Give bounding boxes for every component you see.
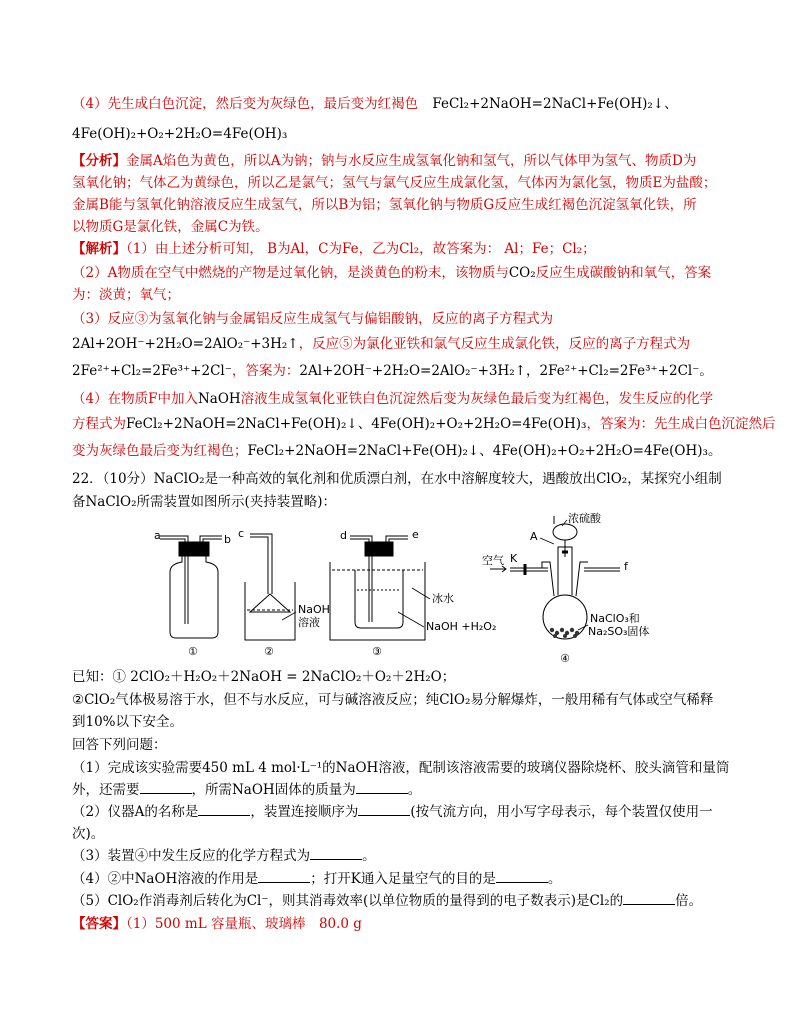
q2-text-c: (按气流方向，用小写字母表示，每个装置仅使用一 bbox=[410, 804, 713, 820]
explain-text-7a: （4）在物质F中加入 bbox=[72, 391, 198, 407]
explain-text-9a: 变为灰绿色最后变为红褐色； bbox=[72, 443, 248, 459]
explain-line8 bbox=[72, 413, 775, 435]
label-f: f bbox=[624, 560, 628, 573]
explain-line1 bbox=[72, 238, 596, 260]
answer-text: （1）500 mL 容量瓶、玻璃棒 80.0 g bbox=[126, 916, 362, 932]
co2-formula: CO₂ bbox=[508, 265, 536, 281]
blank-2b[interactable] bbox=[358, 801, 410, 816]
explain-line3: 为：淡黄；氧气； bbox=[72, 287, 180, 303]
q1-text-d: 。 bbox=[407, 782, 422, 798]
blank-2a[interactable] bbox=[198, 801, 250, 816]
explain-text-5b: ，反应⑤为氯化亚铁和氯气反应生成氯化铁，反应的离子方程式为 bbox=[298, 336, 691, 352]
blank-5[interactable] bbox=[623, 890, 675, 905]
question-1-line2 bbox=[72, 779, 421, 801]
answer-tag: 【答案】 bbox=[72, 916, 126, 932]
q1-text-c: ，所需NaOH固体的质量为 bbox=[191, 782, 356, 798]
q5-text-a: （5）ClO₂作消毒剂后转化为Cl⁻，则其消毒效率(以单位物质的量得到的电子数表示)是Cl₂的 bbox=[72, 893, 624, 909]
explain-line5 bbox=[72, 333, 690, 355]
label-K: K bbox=[510, 552, 518, 565]
q22-line2: 备NaClO₂所需装置如图所示(夹持装置略)： bbox=[72, 494, 337, 510]
answer-4-line2: 4Fe(OH)₂+O₂+2H₂O=4Fe(OH)₃ bbox=[72, 126, 288, 142]
solid-pellets bbox=[550, 628, 579, 638]
label-A: A bbox=[530, 530, 538, 543]
fe-ionic-equation: 2Fe²⁺+Cl₂=2Fe³⁺+2Cl⁻ bbox=[72, 363, 232, 379]
label-b: b bbox=[224, 533, 231, 546]
q4-text-b: ；打开K通入足量空气的目的是 bbox=[310, 871, 496, 887]
explain-line2 bbox=[72, 262, 711, 284]
question-5 bbox=[72, 890, 702, 912]
explain-text-1: （1）由上述分析可知， B为Al，C为Fe，乙为Cl₂，故答案为： Al；Fe；Cl₂； bbox=[126, 241, 596, 257]
q4-text-c: 。 bbox=[547, 871, 562, 887]
known-line3: 到10%以下安全。 bbox=[72, 714, 184, 730]
label-solid-2: Na₂SO₃固体 bbox=[588, 625, 650, 638]
explain-line9 bbox=[72, 440, 721, 462]
answer-4-line1 bbox=[72, 93, 678, 115]
blank-4a[interactable] bbox=[258, 868, 310, 883]
apparatus-1 bbox=[160, 536, 222, 638]
apparatus-2 bbox=[245, 534, 295, 640]
answer-line bbox=[72, 913, 362, 935]
blank-4b[interactable] bbox=[496, 868, 548, 883]
label-a: a bbox=[154, 529, 161, 542]
blank-1a[interactable] bbox=[140, 779, 192, 794]
answer-4-equation: FeCl₂+2NaOH=2NaCl+Fe(OH)₂↓、 bbox=[432, 96, 678, 112]
explain-line6 bbox=[72, 360, 713, 382]
explain-text-6b: ，答案为： bbox=[231, 363, 300, 379]
question-2-line1 bbox=[72, 801, 713, 823]
answer-4-text: （4）先生成白色沉淀，然后变为灰绿色，最后变为红褐色 bbox=[72, 96, 419, 112]
q3-text-a: （3）装置④中发生反应的化学方程式为 bbox=[72, 848, 311, 864]
num-1: ① bbox=[188, 645, 198, 658]
label-air: 空气 bbox=[482, 554, 504, 567]
q3-text-b: 。 bbox=[362, 848, 376, 864]
naoh-formula: NaOH bbox=[197, 391, 241, 407]
label-d: d bbox=[340, 529, 347, 542]
explain-text-2b: 反应生成碳酸钠和氧气，答案 bbox=[535, 265, 712, 281]
q2-text-b: ，装置连接顺序为 bbox=[250, 804, 359, 820]
explain-text-8b: ，答案为：先生成白色沉淀然后 bbox=[586, 416, 776, 432]
analysis-text-1: 金属A焰色为黄色，所以A为钠；钠与水反应生成氢氧化钠和氢气，所以气体甲为氢气、物质D为 bbox=[126, 153, 697, 169]
explain-text-2a: （2）A物质在空气中燃烧的产物是过氧化钠，是淡黄色的粉末，该物质与 bbox=[72, 265, 509, 281]
blank-3[interactable] bbox=[310, 845, 362, 860]
label-conc-acid: 浓硫酸 bbox=[568, 512, 601, 525]
q5-text-b: 倍。 bbox=[675, 893, 703, 909]
analysis-line2: 氢氧化钠；气体乙为黄绿色，所以乙是氯气；氢气与氯气反应生成氯化氢，气体丙为氯化氢，物质E为盐酸； bbox=[72, 175, 717, 191]
label-e: e bbox=[412, 528, 419, 541]
label-naoh-1: NaOH bbox=[298, 603, 330, 616]
answer-equations: 2Al+2OH⁻+2H₂O=2AlO₂⁻+3H₂↑，2Fe²⁺+Cl₂=2Fe³⁺+2Cl⁻。 bbox=[299, 363, 713, 379]
q22-line1: 22．（10分）NaClO₂是一种高效的氧化剂和优质漂白剂，在水中溶解度较大，遇酸放出ClO₂，某探究小组制 bbox=[72, 471, 722, 487]
label-ice-water: 冰水 bbox=[432, 592, 454, 605]
fe-equations: FeCl₂+2NaOH=2NaCl+Fe(OH)₂↓、4Fe(OH)₂+O₂+2H₂O=4Fe(OH)₃ bbox=[126, 416, 587, 432]
q1-text-b: 外，还需要 bbox=[72, 782, 140, 798]
blank-1b[interactable] bbox=[356, 779, 408, 794]
explain-line4: （3）反应③为氢氧化钠与金属铝反应生成氢气与偏铝酸钠，反应的离子方程式为 bbox=[72, 311, 554, 327]
label-naoh-2: 溶液 bbox=[298, 616, 320, 629]
question-4 bbox=[72, 868, 561, 890]
question-1-line1: （1）完成该实验需要450 mL 4 mol·L⁻¹的NaOH溶液，配制该溶液需要的玻璃仪器除烧杯、胶头滴管和量筒 bbox=[72, 760, 730, 776]
num-4: ④ bbox=[560, 652, 570, 664]
al-ionic-equation: 2Al+2OH⁻+2H₂O=2AlO₂⁻+3H₂↑ bbox=[72, 336, 299, 352]
explain-text-7b: 溶液生成氢氧化亚铁白色沉淀然后变为灰绿色最后变为红褐色，发生反应的化学 bbox=[240, 391, 714, 407]
label-naoh-h2o2: NaOH +H₂O₂ bbox=[426, 620, 497, 633]
fe-equations-answer: FeCl₂+2NaOH=2NaCl+Fe(OH)₂↓、4Fe(OH)₂+O₂+2H₂O=4Fe(OH)₃。 bbox=[247, 443, 722, 459]
explain-line7 bbox=[72, 388, 713, 410]
label-solid-1: NaClO₃和 bbox=[590, 612, 640, 625]
q4-text-a: （4）②中NaOH溶液的作用是 bbox=[72, 871, 259, 887]
num-3: ③ bbox=[372, 645, 382, 658]
question-2-line2: 次)。 bbox=[72, 826, 105, 842]
question-3 bbox=[72, 845, 376, 867]
label-c: c bbox=[238, 527, 245, 540]
analysis-line3: 金属B能与氢氧化钠溶液反应生成氢气，所以B为铝；氢氧化钠与物质G反应生成红褐色沉淀氢氧化铁，所 bbox=[72, 197, 697, 213]
analysis-line4: 以物质G是氯化铁，金属C为铁。 bbox=[72, 219, 269, 235]
known-line1: 已知：① 2ClO₂＋H₂O₂＋2NaOH = 2NaClO₂＋O₂＋2H₂O； bbox=[72, 669, 456, 685]
apparatus-3 bbox=[330, 536, 425, 640]
analysis-tag: 【分析】 bbox=[72, 153, 126, 169]
num-2: ② bbox=[264, 645, 274, 658]
explain-text-8a: 方程式为 bbox=[72, 416, 126, 432]
apparatus-figure bbox=[150, 512, 650, 664]
known-line2: ②ClO₂气体极易溶于水，但不与水反应，可与碱溶液反应；纯ClO₂易分解爆炸，一般用稀有气体或空气稀释 bbox=[72, 692, 714, 708]
q2-text-a: （2）仪器A的名称是 bbox=[72, 804, 199, 820]
explain-tag: 【解析】 bbox=[72, 241, 126, 257]
analysis-line1 bbox=[72, 150, 696, 172]
questions-intro: 回答下列问题： bbox=[72, 737, 167, 753]
